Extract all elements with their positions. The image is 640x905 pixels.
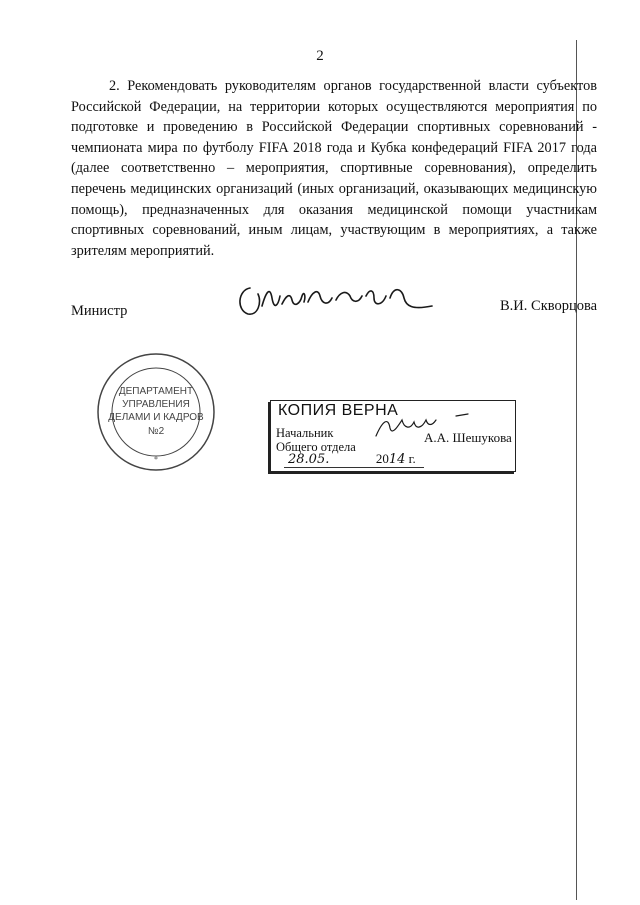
signer-name: В.И. Скворцова (500, 298, 598, 314)
certified-copy-role-line1: Начальник (276, 426, 334, 440)
certified-copy-date (288, 451, 416, 467)
svg-text:*: * (154, 455, 158, 464)
department-round-seal (94, 350, 218, 474)
svg-text:ДЕЛАМИ И КАДРОВ: ДЕЛАМИ И КАДРОВ (108, 412, 204, 423)
certified-copy-date-year-unit: г. (408, 451, 416, 466)
signer-role: Министр (71, 303, 128, 319)
certified-copy-date-underline (284, 467, 424, 468)
page-number: 2 (316, 48, 324, 64)
handwritten-signature (232, 266, 452, 326)
svg-text:УПРАВЛЕНИЯ: УПРАВЛЕНИЯ (122, 399, 190, 410)
svg-text:ДЕПАРТАМЕНТ: ДЕПАРТАМЕНТ (118, 386, 194, 397)
certified-copy-role-line2: Общего отдела (276, 440, 356, 454)
certified-copy-title: КОПИЯ ВЕРНА (278, 402, 399, 419)
certified-copy-date-year-prefix: 20 (375, 451, 389, 466)
certified-copy-name: А.А. Шешукова (424, 430, 512, 445)
svg-text:№2: №2 (147, 426, 165, 437)
certified-copy-date-year-suffix: 14 (388, 452, 406, 467)
certified-copy-date-day: 28.05. (288, 452, 330, 467)
body-paragraph: 2. Рекомендовать руководителям органов государственной власти субъектов Российской Федерации, на территории которых осуществляются мероприятия по подготовке и проведению в Российской Федерации спортивных соревнований - чемпионата мира по футболу FIFA 2018 года и Кубка конфедераций FIFA 2017 года (далее соответственно – мероприятия, спортивные соревнования), определить перечень медицинских организаций (иных организаций, оказывающих медицинскую помощь), предназначенных для оказания медицинской помощи участникам спортивных соревнований, иным лицам, участвующим в мероприятиях, а также зрителям мероприятий. (71, 78, 597, 259)
